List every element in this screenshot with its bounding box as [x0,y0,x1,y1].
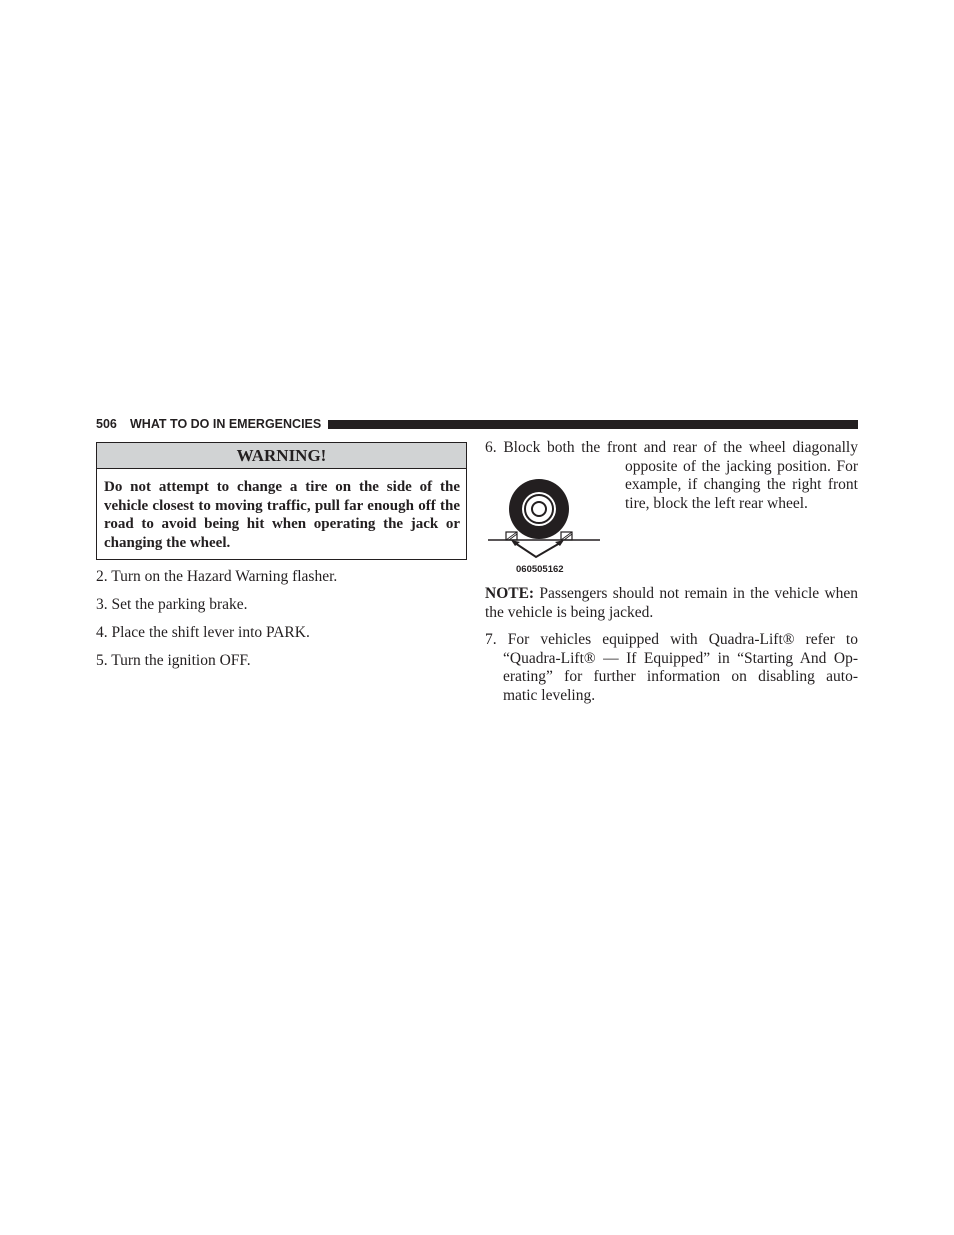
step-6-line-1: 6. Block both the front and rear of the wheel diagonally [485,439,858,456]
step-7-line-3: erating” for further information on disabling auto- [503,668,858,685]
step-7-line-2: “Quadra-Lift® — If Equipped” in “Starting And Op- [503,649,858,667]
step-2: 2. Turn on the Hazard Warning flasher. [96,568,338,585]
step-6-line-2: opposite of the jacking position. For [625,457,858,475]
step-6-line-3: example, if changing the right front [625,476,858,493]
header-rule [328,420,858,429]
figure-code: 060505162 [516,564,564,575]
page-header [96,417,858,431]
note-label: NOTE: [485,585,535,602]
step-3: 3. Set the parking brake. [96,596,248,613]
warning-text: Do not attempt to change a tire on the side of the vehicle closest to moving traffic, pull far enough off the road to avoid being hit when operating the jack or changing the wheel. [104,479,460,551]
wheel-chock-diagram-icon [484,474,604,576]
step-7-line-4: matic leveling. [503,686,596,704]
warning-box [96,442,467,560]
note-paragraph [485,585,858,622]
step-4: 4. Place the shift lever into PARK. [96,624,310,641]
page-number: 506 [96,417,117,431]
step-7-line-1: 7. For vehicles equipped with Quadra-Lift® refer to [485,631,858,648]
step-6-line-4: tire, block the left rear wheel. [625,494,808,512]
step-5: 5. Turn the ignition OFF. [96,652,251,669]
note-text: Passengers should not remain in the vehicle when the vehicle is being jacked. [485,585,859,621]
warning-title: WARNING! [97,443,466,469]
section-title: WHAT TO DO IN EMERGENCIES [130,417,322,431]
